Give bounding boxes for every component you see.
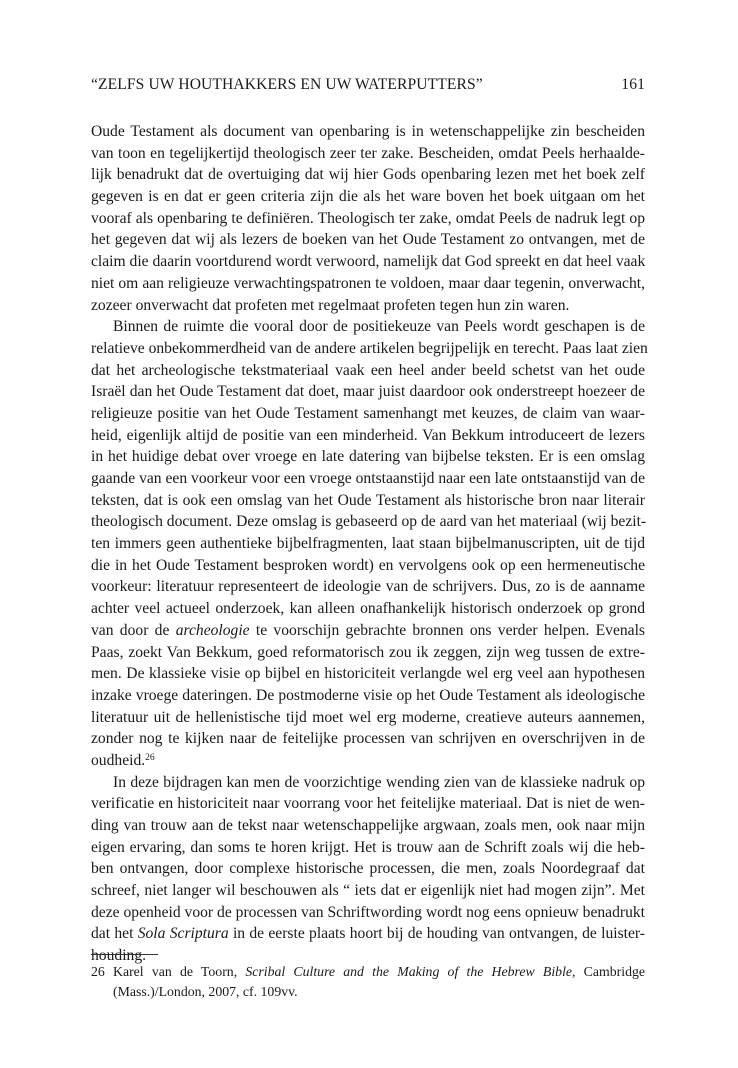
text-line: zonder nog te kijken naar de feitelijke processen van schrijven en overschrijven in de: [91, 730, 645, 748]
text-line: het gegeven dat wij als lezers de boeken van het Oude Testament zo ontvangen, met de: [91, 231, 645, 249]
text-line: achter veel actueel onderzoek, kan alleen onafhankelijk historisch onderzoek op grond: [91, 600, 645, 618]
text-line: ben ontvangen, door complexe historische processen, die men, zoals Noordegraaf dat: [91, 860, 645, 878]
text-line: Israël dan het Oude Testament dat doet, maar juist daardoor ook onderstreept hoezeer de: [91, 383, 645, 401]
text-line: oudheid.$^{26}$: [91, 751, 155, 769]
text-line: houding.: [91, 947, 147, 965]
text-line: zozeer onverwacht dat profeten met regelmaat profeten tegen hun zin waren.: [91, 296, 570, 314]
text-line: gegeven is en dat er geen criteria zijn die als het ware boven het boek uitgaan om het: [91, 188, 645, 206]
text-line: Binnen de ruimte die vooral door de positiekeuze van Peels wordt geschapen is de: [113, 318, 645, 336]
text-line: lijk benadrukt dat de overtuiging dat wij hier Gods openbaring lezen met het boek zelf: [91, 166, 645, 184]
footnote-line: (Mass.)/London, 2007, cf. 109vv.: [113, 983, 298, 999]
text-line: Oude Testament als document van openbaring is in wetenschappelijke zin bescheiden: [91, 123, 645, 140]
footnote-number: 26: [91, 964, 105, 979]
text-line: in het huidige debat over vroege en late datering van bijbelse teksten. Er is een omslag: [91, 448, 645, 466]
running-head-title: “ZELFS UW HOUTHAKKERS EN UW WATERPUTTERS”: [91, 76, 483, 93]
footnote-text: [113, 962, 645, 1001]
text-line: ding van trouw aan de tekst naar wetenschappelijke argwaan, zoals men, ook naar mijn: [91, 817, 645, 834]
text-line: deze openheid voor de processen van Schriftwording wordt nog eens opnieuw benadrukt: [91, 903, 645, 921]
text-line: inzake vroege dateringen. De postmoderne visie op het Oude Testament als ideologische: [91, 686, 645, 704]
text-line: dat het archeologische tekstmateriaal vaak een heel ander beeld schetst van het oude: [91, 361, 645, 379]
text-line: claim die daarin voortdurend wordt verwoord, namelijk dat God spreekt en dat heel vaak: [91, 253, 646, 271]
footnote-separator: [91, 954, 158, 955]
text-line: literatuur uit de hellenistische tijd moet wel erg moderne, creatieve auteurs aannemen,: [91, 708, 645, 726]
text-line: voorkeur: literatuur representeert de ideologie van de schrijvers. Dus, zo is de aanname: [91, 578, 645, 596]
text-line: van door de archeologie te voorschijn gebrachte bronnen ons verder helpen. Evenals: [91, 621, 645, 639]
text-line: men. De klassieke visie op bijbel en historiciteit verlangde wel erg veel aan hypothesen: [91, 665, 645, 683]
text-line: gaande van een voorkeur voor een vroege ontstaanstijd naar een late ontstaanstijd van de: [91, 470, 645, 487]
text-line: van toon en tegelijkertijd theologisch zeer ter zake. Bescheiden, omdat Peels herhaalde-: [91, 144, 645, 162]
body-text: [91, 121, 648, 967]
text-line: vooraf als openbaring te definiëren. Theologisch ter zake, omdat Peels de nadruk legt op: [91, 209, 645, 227]
text-line: niet om aan religieuze verwachtingspatronen te voldoen, maar daar tegenin, onverwacht,: [91, 274, 645, 292]
text-line: eigen ervaring, dan soms te horen krijgt. Het is trouw aan de Schrift zoals wij die heb-: [91, 838, 645, 856]
footnote: [91, 962, 645, 1001]
text-line: schreef, niet langer wil beschouwen als “ iets dat er eigenlijk niet had mogen zijn”. Met: [91, 882, 645, 900]
text-line: die in het Oude Testament besproken wordt) en vervolgens ook op een hermeneutische: [91, 556, 645, 574]
page-number: 161: [621, 76, 645, 93]
text-line: religieuze positie van het Oude Testament samenhangt met keuzes, de claim van waar-: [91, 404, 645, 422]
footnote-reference[interactable]: 26: [145, 752, 155, 763]
text-line: teksten, dat is ook een omslag van het Oude Testament als historische bron naar literair: [91, 491, 645, 509]
text-line: theologisch document. Deze omslag is gebaseerd op de aard van het materiaal (wij bezit-: [91, 513, 647, 531]
text-line: ten immers geen authentieke bijbelfragmenten, laat staan bijbelmanuscripten, uit de tijd: [91, 535, 645, 553]
footnote-line: Karel van de Toorn, Scribal Culture and the Making of the Hebrew Bible, Cambridge: [113, 964, 645, 979]
text-line: heid, eigenlijk altijd de positie van een minderheid. Van Bekkum introduceert de lezers: [91, 426, 645, 444]
text-line: dat het Sola Scriptura in de eerste plaats hoort bij de houding van ontvangen, de luister-: [91, 925, 645, 943]
running-head: [91, 76, 645, 94]
text-line: In deze bijdragen kan men de voorzichtige wending zien van de klassieke nadruk op: [113, 773, 645, 791]
text-line: Paas, zoekt Van Bekkum, goed reformatorisch zou ik zeggen, zijn weg tussen de extre-: [91, 643, 645, 661]
text-line: relatieve onbekommerdheid van de andere artikelen begrijpelijk en terecht. Paas laat zien: [91, 339, 648, 357]
text-line: verificatie en historiciteit naar voorrang voor het feitelijke materiaal. Dat is niet de wen-: [91, 795, 645, 813]
